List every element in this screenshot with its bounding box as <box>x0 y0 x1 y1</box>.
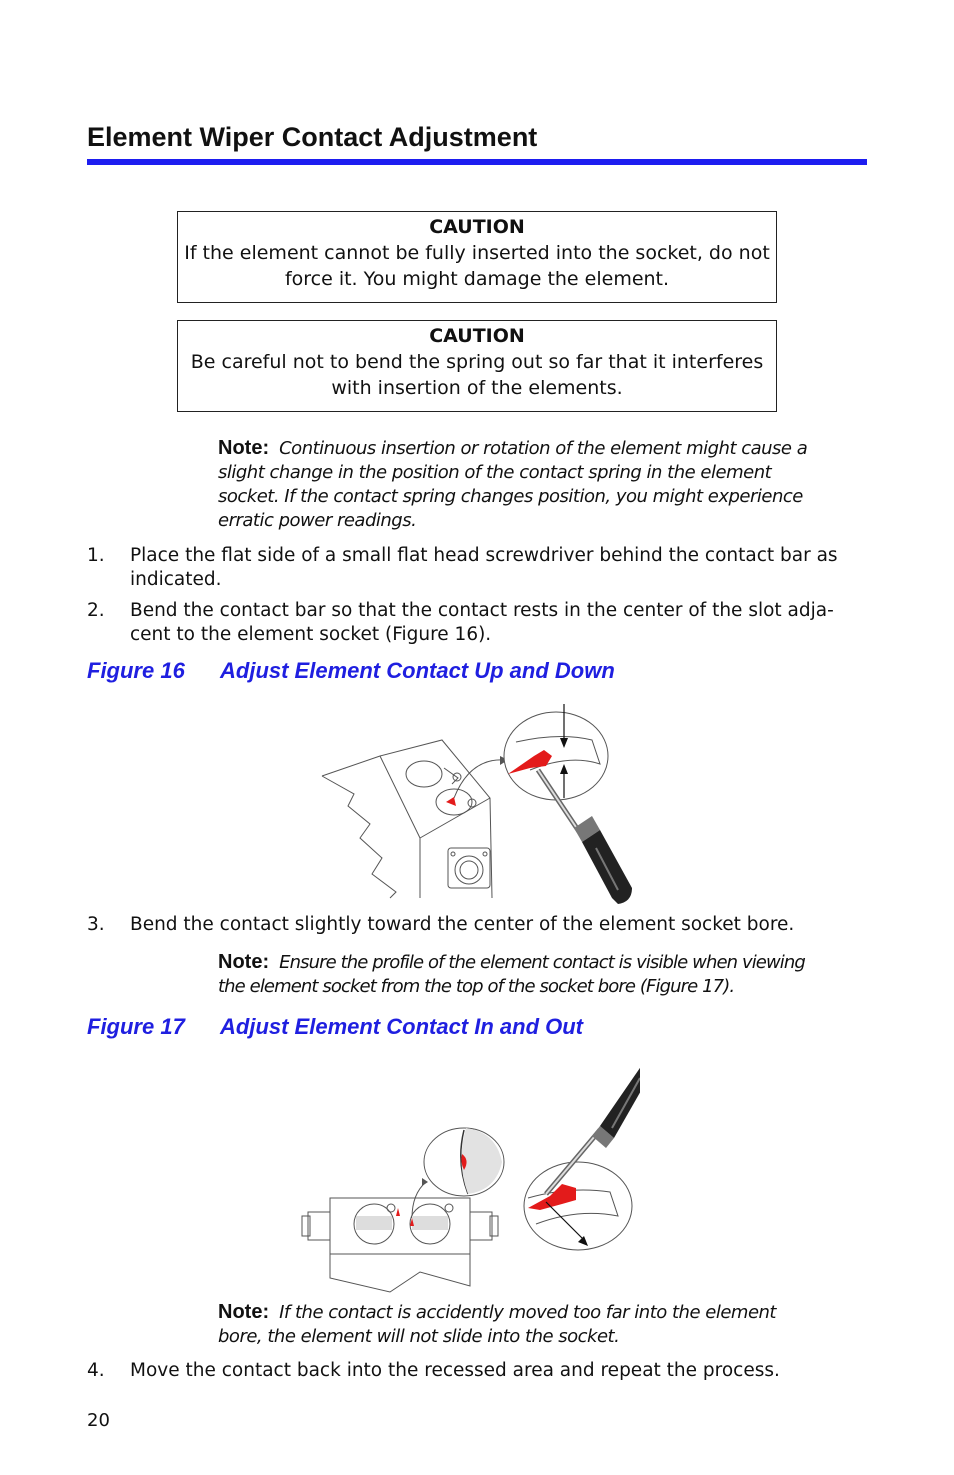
contact-icon <box>446 797 456 806</box>
callout-circle <box>504 712 608 800</box>
figure-label: Figure 17 <box>87 1014 185 1039</box>
caution-text-line: If the element cannot be fully inserted into the socket, do not <box>184 242 770 264</box>
page-number: 20 <box>87 1410 110 1431</box>
step-item <box>87 913 877 939</box>
figure-title: Adjust Element Contact In and Out <box>220 1014 584 1039</box>
note-text-line: If the contact is accidently moved too far into the element <box>279 1302 776 1323</box>
step-number: 4. <box>87 1360 105 1381</box>
note-text-line: bore, the element will not slide into the socket. <box>218 1326 620 1347</box>
step-item <box>87 599 877 649</box>
step-item <box>87 1359 877 1385</box>
page-title: Element Wiper Contact Adjustment <box>87 122 538 152</box>
figure-title: Adjust Element Contact Up and Down <box>220 658 615 683</box>
figure-label: Figure 16 <box>87 658 185 683</box>
note-label: Note: <box>218 437 270 459</box>
note-text-line: Continuous insertion or rotation of the element might cause a <box>279 438 808 459</box>
note <box>218 436 868 533</box>
note-text-line: Ensure the profile of the element contact is visible when viewing <box>279 952 805 973</box>
note <box>218 950 868 999</box>
figure-17-illustration <box>300 1058 640 1296</box>
note <box>218 1300 868 1349</box>
caution-box <box>177 320 777 412</box>
figure-caption <box>87 658 615 684</box>
step-number: 3. <box>87 914 105 935</box>
step-text-line: Move the contact back into the recessed area and repeat the process. <box>130 1360 780 1381</box>
note-text-line: socket. If the contact spring changes position, you might experience <box>218 486 803 507</box>
caution-heading: CAUTION <box>429 325 525 347</box>
step-text-line: Bend the contact bar so that the contact rests in the center of the slot adja- <box>130 600 834 621</box>
caution-text-line: Be careful not to bend the spring out so far that it interferes <box>190 351 764 373</box>
step-number: 2. <box>87 600 105 621</box>
caution-text-line: force it. You might damage the element. <box>284 268 670 290</box>
note-text-line: erratic power readings. <box>218 510 417 531</box>
figure-16-illustration <box>320 698 640 906</box>
step-text-line: indicated. <box>130 569 222 590</box>
step-number: 1. <box>87 545 105 566</box>
note-label: Note: <box>218 951 270 973</box>
title-rule <box>87 159 867 165</box>
step-text-line: Bend the contact slightly toward the center of the element socket bore. <box>130 914 795 935</box>
figure-caption <box>87 1014 583 1040</box>
step-text-line: Place the flat side of a small flat head screwdriver behind the contact bar as <box>130 545 838 566</box>
note-text-line: slight change in the position of the contact spring in the element <box>218 462 772 483</box>
note-label: Note: <box>218 1301 270 1323</box>
step-item <box>87 544 877 594</box>
note-text-line: the element socket from the top of the socket bore (Figure 17). <box>218 976 735 997</box>
step-text-line: cent to the element socket (Figure 16). <box>130 624 492 645</box>
caution-box <box>177 211 777 303</box>
caution-text-line: with insertion of the elements. <box>331 377 623 399</box>
caution-heading: CAUTION <box>429 216 525 238</box>
